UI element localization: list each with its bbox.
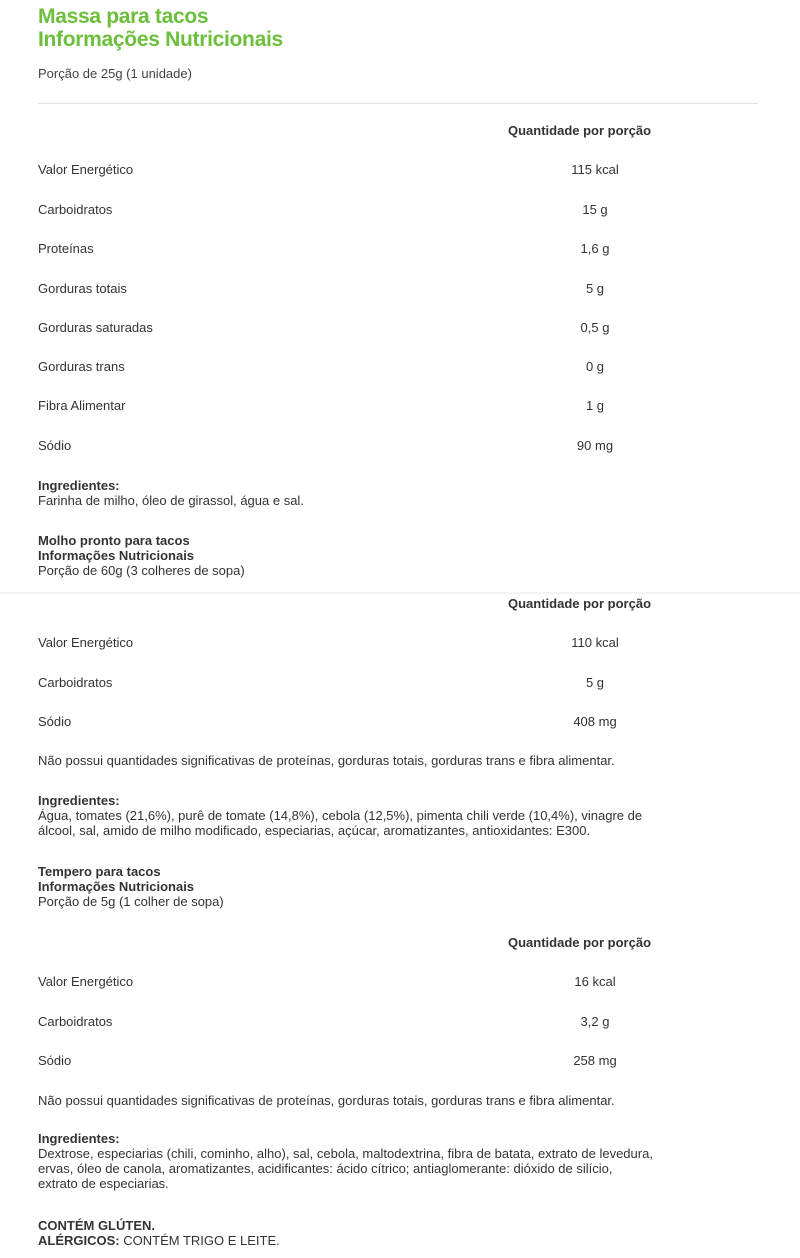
nutrient-label: Carboidratos: [38, 1014, 113, 1029]
nutrient-value: 0 g: [585, 359, 605, 374]
allergen-line: [38, 1233, 768, 1248]
nutrient-value: 16 kcal: [574, 974, 616, 989]
ingredients-text: álcool, sal, amido de milho modificado, especiarias, açúcar, aromatizantes, antioxidantes: E300.: [38, 823, 591, 838]
nutrient-value: 110 kcal: [571, 635, 619, 650]
qty-header: Quantidade por porção: [508, 935, 652, 950]
nutrient-value: 408 mg: [573, 714, 617, 729]
portion-size: Porção de 60g (3 colheres de sopa): [38, 563, 245, 578]
nutrition-note: Não possui quantidades significativas de proteínas, gorduras totais, gorduras trans e fibra alimentar.: [38, 753, 615, 768]
nutrient-value: 15 g: [582, 202, 608, 217]
gluten-warning: CONTÉM GLÚTEN.: [38, 1218, 155, 1233]
nutrition-heading: Informações Nutricionais: [38, 879, 195, 894]
product-title: Tempero para tacos: [38, 864, 161, 879]
ingredients-text: Farinha de milho, óleo de girassol, água e sal.: [38, 493, 304, 508]
qty-header: Quantidade por porção: [508, 596, 652, 611]
nutrient-label: Sódio: [38, 438, 72, 453]
ingredients-block: [38, 793, 768, 838]
ingredients-text: Dextrose, especiarias (chili, cominho, alho), sal, cebola, maltodextrina, fibra de batata, extrato de levedura,: [38, 1146, 653, 1161]
nutrient-value: 5 g: [585, 675, 605, 690]
nutrition-note: Não possui quantidades significativas de proteínas, gorduras totais, gorduras trans e fibra alimentar.: [38, 1093, 615, 1108]
ingredients-text: ervas, óleo de canola, aromatizantes, acidificantes: ácido cítrico; antiaglomerante: dióxido de silício,: [38, 1161, 613, 1176]
nutrient-value: 90 mg: [576, 438, 614, 453]
allergen-block: [38, 1218, 768, 1248]
allergen-text: CONTÉM TRIGO E LEITE.: [119, 1233, 280, 1248]
nutrient-label: Valor Energético: [38, 635, 134, 650]
nutrient-label: Gorduras saturadas: [38, 320, 153, 335]
ingredients-block: [38, 1131, 768, 1191]
product-title: Massa para tacos: [38, 5, 209, 28]
nutrient-label: Proteínas: [38, 241, 94, 256]
allergen-label: ALÉRGICOS:: [38, 1233, 120, 1248]
nutrient-label: Fibra Alimentar: [38, 398, 126, 413]
page-title: [38, 5, 283, 51]
nutrient-value: 258 mg: [573, 1053, 617, 1068]
section-heading: [38, 533, 768, 578]
nutrient-label: Sódio: [38, 714, 72, 729]
portion-size: Porção de 5g (1 colher de sopa): [38, 894, 224, 909]
ingredients-heading: Ingredientes:: [38, 1131, 120, 1146]
divider: [0, 592, 800, 594]
nutrient-value: 0,5 g: [580, 320, 610, 335]
nutrient-value: 3,2 g: [580, 1014, 610, 1029]
ingredients-text: extrato de especiarias.: [38, 1176, 169, 1191]
nutrient-label: Gorduras trans: [38, 359, 125, 374]
product-title: Molho pronto para tacos: [38, 533, 190, 548]
nutrient-label: Valor Energético: [38, 162, 134, 177]
qty-header: Quantidade por porção: [508, 123, 652, 138]
section-heading: [38, 864, 768, 909]
nutrient-label: Gorduras totais: [38, 281, 127, 296]
nutrient-value: 115 kcal: [571, 162, 619, 177]
nutrient-label: Carboidratos: [38, 675, 113, 690]
nutrient-value: 1 g: [585, 398, 605, 413]
nutrient-value: 1,6 g: [580, 241, 610, 256]
nutrient-value: 5 g: [585, 281, 605, 296]
nutrition-heading: Informações Nutricionais: [38, 28, 283, 51]
nutrient-label: Valor Energético: [38, 974, 134, 989]
divider: [38, 103, 758, 104]
ingredients-block: [38, 478, 768, 508]
nutrition-heading: Informações Nutricionais: [38, 548, 195, 563]
nutrient-label: Sódio: [38, 1053, 72, 1068]
portion-size: Porção de 25g (1 unidade): [38, 66, 192, 81]
ingredients-heading: Ingredientes:: [38, 793, 120, 808]
nutrient-label: Carboidratos: [38, 202, 113, 217]
ingredients-heading: Ingredientes:: [38, 478, 120, 493]
ingredients-text: Água, tomates (21,6%), purê de tomate (14,8%), cebola (12,5%), pimenta chili verde (10,4%), vinagre de: [38, 808, 643, 823]
